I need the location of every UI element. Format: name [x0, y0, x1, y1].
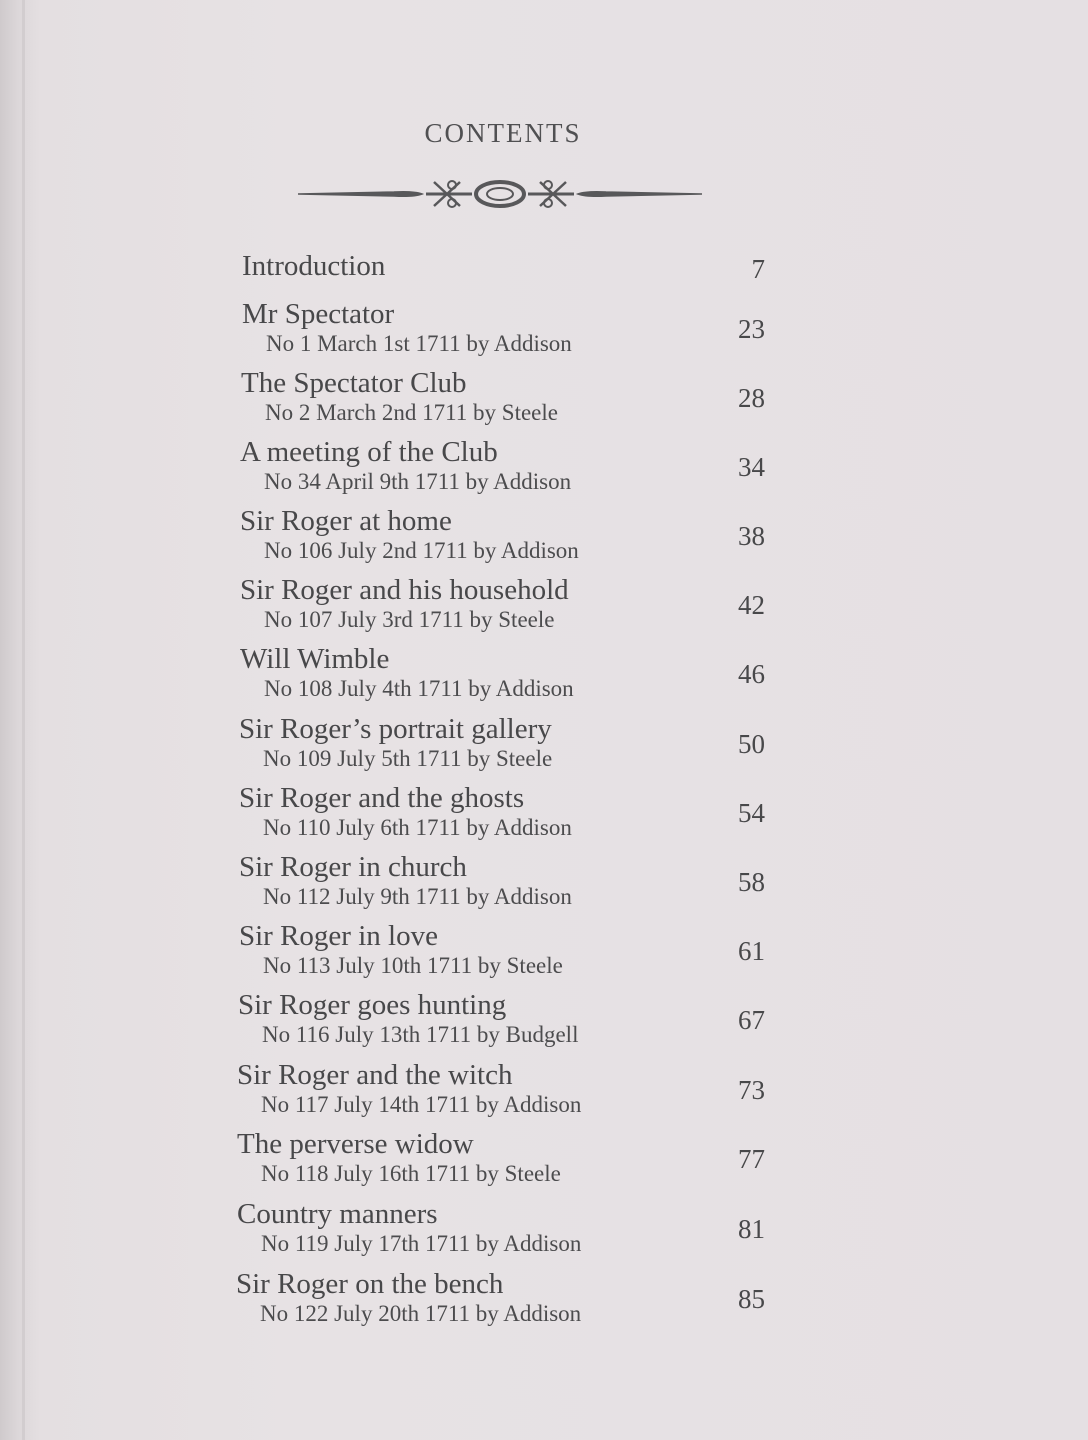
- entry-source: No 1 March 1st 1711 by Addison: [266, 331, 572, 356]
- toc-entry: [240, 574, 765, 634]
- entry-source: No 112 July 9th 1711 by Addison: [263, 884, 572, 909]
- toc-entry: [238, 989, 765, 1049]
- entry-source: No 108 July 4th 1711 by Addison: [264, 676, 574, 701]
- contents-heading: CONTENTS: [424, 118, 582, 148]
- entry-page-number: 23: [738, 314, 765, 344]
- entry-page-number: 81: [738, 1214, 765, 1244]
- toc-entry: [236, 1268, 765, 1328]
- entry-page-number: 67: [738, 1005, 765, 1035]
- entry-source: No 109 July 5th 1711 by Steele: [263, 746, 553, 771]
- entry-source: No 34 April 9th 1711 by Addison: [264, 469, 572, 494]
- entry-title: Sir Roger in love: [239, 920, 438, 952]
- entry-source: No 113 July 10th 1711 by Steele: [263, 953, 563, 978]
- toc-entry: [239, 713, 765, 773]
- toc-entry: [239, 782, 765, 842]
- toc-entry: [239, 920, 765, 980]
- entry-source: No 117 July 14th 1711 by Addison: [261, 1092, 582, 1117]
- entry-page-number: 28: [738, 383, 765, 413]
- entry-source: No 2 March 2nd 1711 by Steele: [265, 400, 558, 425]
- toc-entry: [239, 851, 765, 911]
- toc-entry: [237, 1059, 765, 1119]
- entry-page-number: 50: [738, 729, 765, 759]
- toc-entry: [242, 250, 765, 282]
- entry-title: The Spectator Club: [241, 367, 467, 399]
- entry-title: Sir Roger and the ghosts: [239, 782, 525, 814]
- entry-page-number: 58: [738, 867, 765, 897]
- entry-source: No 106 July 2nd 1711 by Addison: [264, 538, 579, 563]
- entry-page-number: 7: [751, 254, 765, 284]
- entry-source: No 122 July 20th 1711 by Addison: [260, 1301, 582, 1326]
- entry-page-number: 42: [738, 590, 765, 620]
- entry-title: Mr Spectator: [242, 298, 395, 330]
- entry-title: Sir Roger goes hunting: [238, 989, 507, 1021]
- entry-source: No 116 July 13th 1711 by Budgell: [262, 1022, 579, 1047]
- entry-page-number: 46: [738, 659, 765, 689]
- entry-page-number: 73: [738, 1075, 765, 1105]
- toc-entry: [240, 436, 765, 496]
- entry-title: Sir Roger and the witch: [237, 1059, 513, 1091]
- entry-title: Sir Roger and his household: [240, 574, 569, 606]
- entry-title: Introduction: [242, 250, 386, 282]
- entry-source: No 107 July 3rd 1711 by Steele: [264, 607, 555, 632]
- ornament-divider-icon: [294, 174, 706, 214]
- entry-page-number: 77: [738, 1144, 765, 1174]
- entry-title: Sir Roger’s portrait gallery: [239, 713, 552, 745]
- toc-entry: [237, 1128, 765, 1188]
- entry-page-number: 54: [738, 798, 765, 828]
- entry-page-number: 38: [738, 521, 765, 551]
- entry-title: The perverse widow: [237, 1128, 474, 1160]
- toc-entry: [240, 643, 765, 703]
- entry-source: No 118 July 16th 1711 by Steele: [261, 1161, 561, 1186]
- entry-page-number: 61: [738, 936, 765, 966]
- entry-title: A meeting of the Club: [240, 436, 498, 468]
- entry-title: Country manners: [237, 1198, 438, 1230]
- toc-entry: [242, 298, 765, 358]
- toc-entry: [237, 1198, 765, 1258]
- entry-title: Will Wimble: [240, 643, 390, 675]
- entry-source: No 119 July 17th 1711 by Addison: [261, 1231, 582, 1256]
- entry-page-number: 85: [738, 1284, 765, 1314]
- entry-title: Sir Roger in church: [239, 851, 467, 883]
- toc-entry: [240, 505, 765, 565]
- entry-title: Sir Roger on the bench: [236, 1268, 504, 1300]
- entry-source: No 110 July 6th 1711 by Addison: [263, 815, 572, 840]
- entry-title: Sir Roger at home: [240, 505, 452, 537]
- book-gutter: [22, 0, 25, 1440]
- entry-page-number: 34: [738, 452, 765, 482]
- toc-entry: [241, 367, 765, 427]
